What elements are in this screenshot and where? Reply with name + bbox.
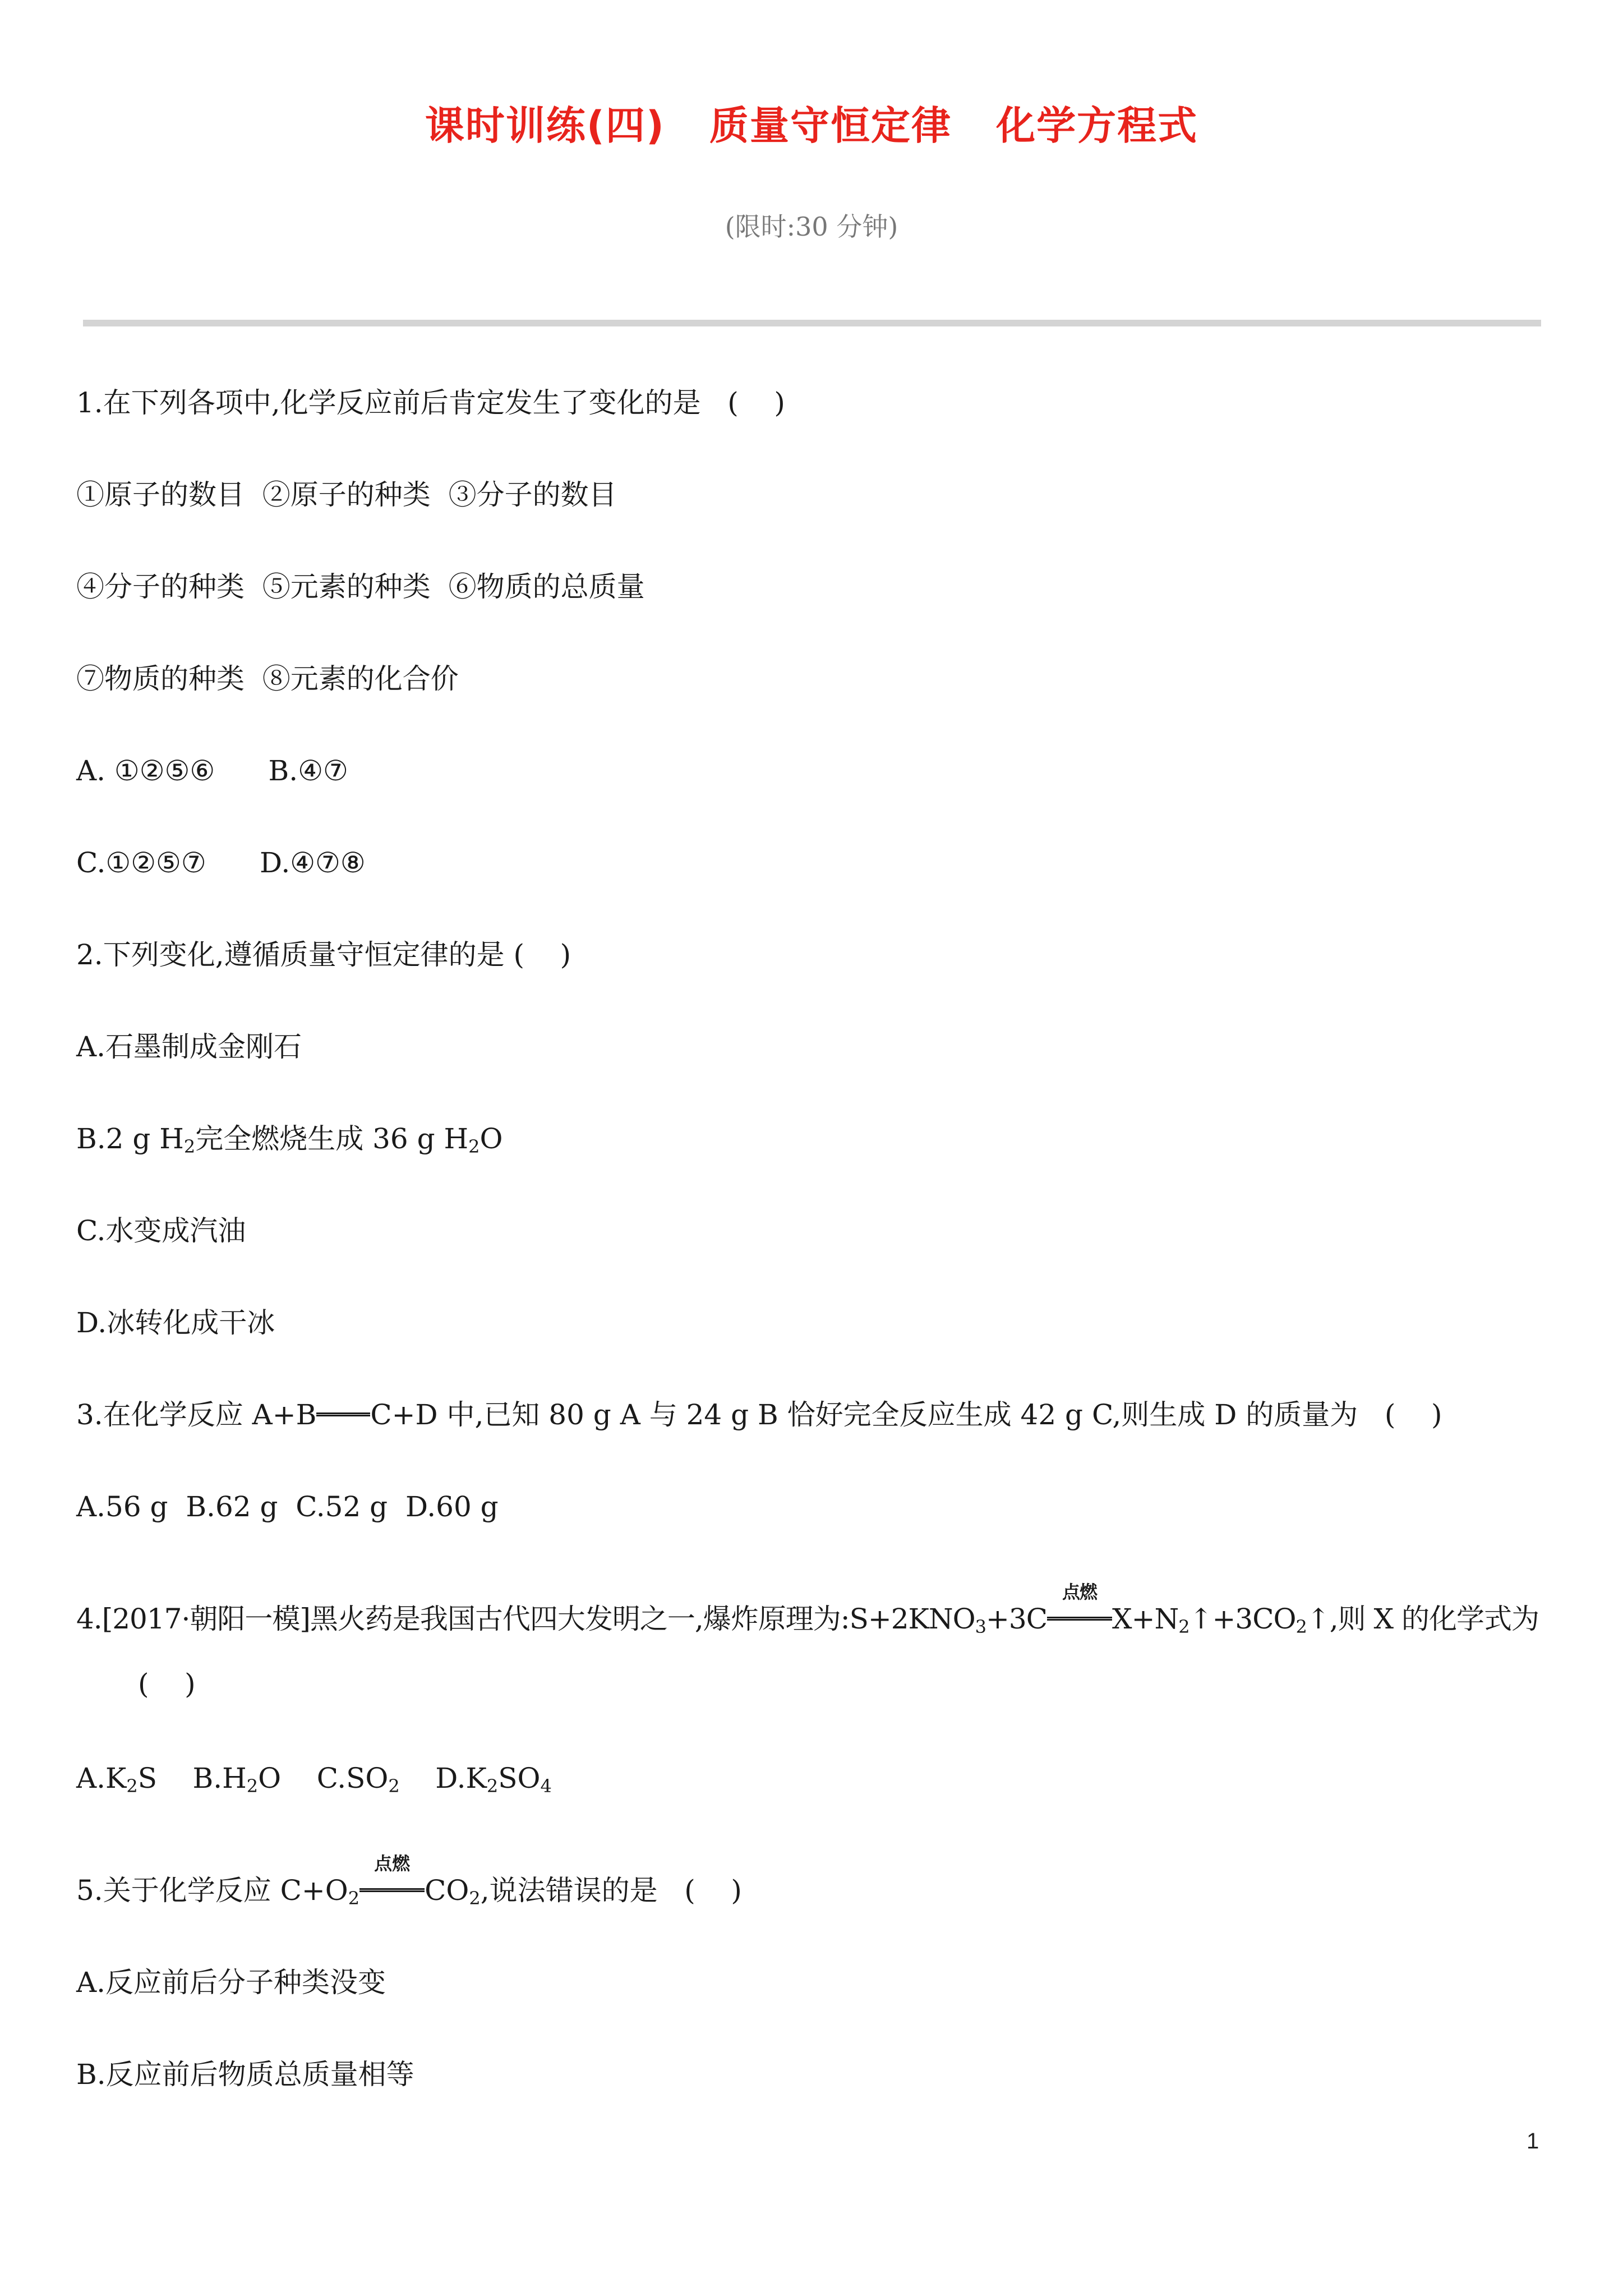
equals-sign: [316, 1398, 370, 1432]
q1-items-1: ①原子的数目 ②原子的种类 ③分子的数目: [76, 478, 617, 511]
time-limit: (限时:30 分钟): [725, 211, 898, 242]
q2-option-b: B.2 g $H_2$完全燃烧生成 36 g $H_2O$: [76, 1122, 503, 1157]
q1-items-3: ⑦物质的种类 ⑧元素的化合价: [76, 662, 459, 695]
reaction-condition: 点燃: [359, 1874, 425, 1907]
page-title: 课时训练(四) 质量守恒定律 化学方程式: [425, 103, 1198, 149]
divider: [83, 320, 1541, 326]
page-number: 1: [1527, 2129, 1539, 2154]
q2-option-c: C.水变成汽油: [76, 1214, 246, 1247]
q1-stem: 1.在下列各项中,化学反应前后肯定发生了变化的是 ( ): [76, 386, 785, 419]
q4-answer-blank: ( ): [138, 1668, 196, 1700]
q3-stem: 3.在化学反应 A+B C+D 中,已知 80 g A 与 24 g B 恰好完全反应生成 42 g C,则生成 D 的质量为 ( ): [76, 1398, 1442, 1431]
q5-option-a: A.反应前后分子种类没变: [76, 1966, 386, 1999]
q5-stem: 5.关于化学反应 $C+O_2$ 点燃 $CO_2$,说法错误的是 ( ): [76, 1853, 742, 1909]
q2-option-d: D.冰转化成干冰: [76, 1306, 275, 1339]
q5-option-b: B.反应前后物质总质量相等: [76, 2058, 414, 2091]
q3-options: A.56 g B.62 g C.52 g D.60 g: [76, 1490, 499, 1523]
q4-stem: 4.[2017·朝阳一模]黑火药是我国古代四大发明之一,爆炸原理为$:S+2KNO_3+3C$ 点燃 $X+N_2↑+3CO_2↑$,则 X 的化学式为: [76, 1581, 1539, 1637]
q1-options-ab: A. ①②⑤⑥ B.④⑦: [76, 754, 348, 787]
q2-option-a: A.石墨制成金刚石: [76, 1030, 302, 1063]
q2-stem: 2.下列变化,遵循质量守恒定律的是 ( ): [76, 938, 571, 971]
q1-options-cd: C.①②⑤⑦ D.④⑦⑧: [76, 846, 366, 879]
q1-items-2: ④分子的种类 ⑤元素的种类 ⑥物质的总质量: [76, 570, 645, 603]
q4-options: $A.K_2S$ $B.H_2O$ $C.SO_2$ $D.K_2SO_4$: [76, 1762, 552, 1797]
reaction-condition: 点燃: [1047, 1602, 1112, 1636]
